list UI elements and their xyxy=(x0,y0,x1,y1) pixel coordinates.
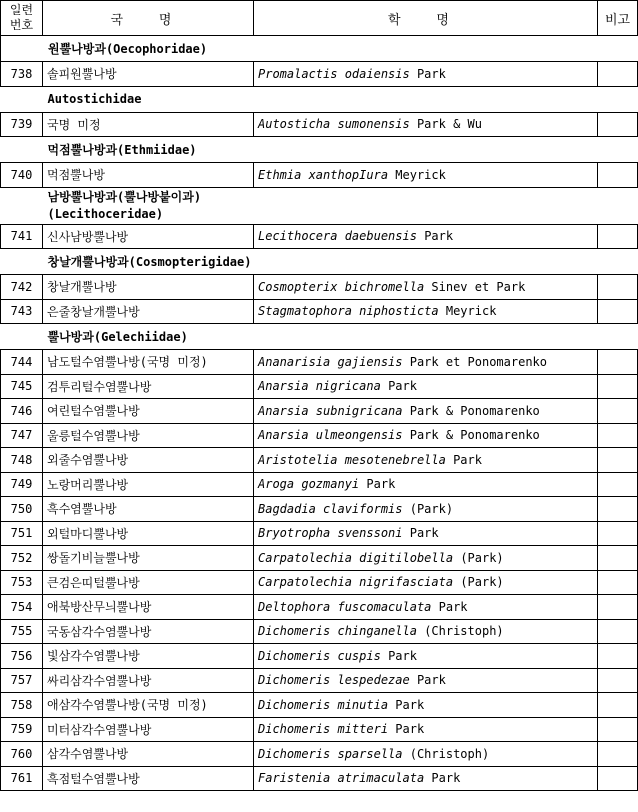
scientific-author: (Park) xyxy=(460,575,504,590)
scientific-author: Sinev et Park xyxy=(431,279,526,294)
scientific-name xyxy=(254,717,598,742)
note-cell xyxy=(598,112,638,137)
scientific-binomial: Autosticha sumonensis xyxy=(258,117,410,132)
note-cell xyxy=(598,62,638,87)
table-row xyxy=(1,275,638,300)
scientific-author: (Park) xyxy=(460,550,504,565)
scientific-name xyxy=(254,570,598,595)
korean-name: 외털마디뿔나방 xyxy=(43,521,254,546)
note-cell xyxy=(598,546,638,571)
korean-name: 삼각수염뿔나방 xyxy=(43,742,254,767)
korean-name: 국명 미정 xyxy=(43,112,254,137)
scientific-binomial: Dichomeris sparsella xyxy=(258,746,403,761)
table-row xyxy=(1,112,638,137)
scientific-name xyxy=(254,619,598,644)
table-header-row xyxy=(1,1,638,36)
scientific-binomial: Carpatolechia nigrifasciata xyxy=(258,575,454,590)
scientific-author: Park et Ponomarenko xyxy=(409,354,548,369)
scientific-name xyxy=(254,448,598,473)
table-row xyxy=(1,546,638,571)
scientific-name xyxy=(254,693,598,718)
scientific-name xyxy=(254,350,598,375)
serial-number: 758 xyxy=(1,693,43,718)
note-cell xyxy=(598,619,638,644)
scientific-name xyxy=(254,299,598,324)
note-cell xyxy=(598,742,638,767)
korean-name: 싸리삼각수염뿔나방 xyxy=(43,668,254,693)
scientific-name xyxy=(254,497,598,522)
note-cell xyxy=(598,570,638,595)
serial-number: 751 xyxy=(1,521,43,546)
note-cell xyxy=(598,595,638,620)
serial-number: 754 xyxy=(1,595,43,620)
scientific-name xyxy=(254,423,598,448)
korean-name: 먹점뿔나방 xyxy=(43,163,254,188)
scientific-binomial: Lecithocera daebuensis xyxy=(258,229,417,244)
table-row xyxy=(1,62,638,87)
family-row xyxy=(1,187,638,224)
scientific-name xyxy=(254,668,598,693)
scientific-binomial: Deltophora fuscomaculata xyxy=(258,599,432,614)
scientific-binomial: Carpatolechia digitilobella xyxy=(258,550,454,565)
table-row xyxy=(1,224,638,249)
korean-name: 쌍돌기비늘뿔나방 xyxy=(43,546,254,571)
scientific-binomial: Stagmatophora niphosticta xyxy=(258,304,439,319)
scientific-author: Park xyxy=(431,771,461,786)
scientific-author: Park xyxy=(424,229,454,244)
family-name: 원뿔나방과(Oecophoridae) xyxy=(1,36,638,62)
scientific-name xyxy=(254,742,598,767)
note-cell xyxy=(598,448,638,473)
table-row xyxy=(1,521,638,546)
korean-name: 창날개뿔나방 xyxy=(43,275,254,300)
header-korean-name: 국 명 xyxy=(43,1,254,36)
scientific-author: Park xyxy=(409,526,439,541)
korean-name: 흑점털수염뿔나방 xyxy=(43,766,254,791)
note-cell xyxy=(598,644,638,669)
scientific-author: Park & Ponomarenko xyxy=(409,428,540,443)
scientific-author: Park & Wu xyxy=(416,117,482,132)
scientific-author: Park xyxy=(395,722,425,737)
scientific-author: Park xyxy=(388,379,417,394)
scientific-binomial: Dichomeris lespedezae xyxy=(258,673,410,688)
table-row xyxy=(1,619,638,644)
korean-name: 노랑머리뿔나방 xyxy=(43,472,254,497)
note-cell xyxy=(598,275,638,300)
note-cell xyxy=(598,163,638,188)
species-table-body xyxy=(1,1,638,791)
korean-name: 검투리털수염뿔나방 xyxy=(43,374,254,399)
korean-name: 빛삼각수염뿔나방 xyxy=(43,644,254,669)
scientific-name xyxy=(254,112,598,137)
scientific-binomial: Anarsia nigricana xyxy=(258,379,381,394)
serial-number: 757 xyxy=(1,668,43,693)
note-cell xyxy=(598,350,638,375)
serial-number: 742 xyxy=(1,275,43,300)
scientific-binomial: Ethmia xanthopIura xyxy=(258,167,389,182)
serial-number: 760 xyxy=(1,742,43,767)
table-row xyxy=(1,693,638,718)
note-cell xyxy=(598,766,638,791)
scientific-binomial: Bryotropha svenssoni xyxy=(258,526,403,541)
scientific-name xyxy=(254,374,598,399)
korean-name: 신사남방뿔나방 xyxy=(43,224,254,249)
table-row xyxy=(1,399,638,424)
table-row xyxy=(1,766,638,791)
table-row xyxy=(1,595,638,620)
scientific-binomial: Cosmopterix bichromella xyxy=(258,279,425,294)
note-cell xyxy=(598,717,638,742)
korean-name: 미터삼각수염뿔나방 xyxy=(43,717,254,742)
note-cell xyxy=(598,374,638,399)
family-row xyxy=(1,324,638,350)
korean-name: 남도털수염뿔나방(국명 미정) xyxy=(43,350,254,375)
scientific-name xyxy=(254,163,598,188)
family-name: 먹점뿔나방과(Ethmiidae) xyxy=(1,137,638,163)
korean-name: 은줄창날개뿔나방 xyxy=(43,299,254,324)
scientific-binomial: Anarsia ulmeongensis xyxy=(258,428,403,443)
scientific-name xyxy=(254,62,598,87)
table-row xyxy=(1,570,638,595)
scientific-author: Park xyxy=(453,452,482,467)
scientific-binomial: Bagdadia claviformis xyxy=(258,501,403,516)
korean-name: 국동삼각수염뿔나방 xyxy=(43,619,254,644)
family-name: 남방뿔나방과(뿔나방붙이과) (Lecithoceridae) xyxy=(1,187,638,224)
serial-number: 756 xyxy=(1,644,43,669)
scientific-name xyxy=(254,644,598,669)
note-cell xyxy=(598,399,638,424)
scientific-binomial: Dichomeris minutia xyxy=(258,697,389,712)
scientific-binomial: Aroga gozmanyi xyxy=(258,477,360,492)
family-name: 창날개뿔나방과(Cosmopterigidae) xyxy=(1,249,638,275)
table-row xyxy=(1,350,638,375)
scientific-author: Meyrick xyxy=(445,304,497,319)
table-row xyxy=(1,423,638,448)
korean-name: 외줄수염뿔나방 xyxy=(43,448,254,473)
serial-number: 755 xyxy=(1,619,43,644)
serial-number: 744 xyxy=(1,350,43,375)
serial-number: 747 xyxy=(1,423,43,448)
scientific-name xyxy=(254,766,598,791)
family-row xyxy=(1,86,638,112)
scientific-author: (Christoph) xyxy=(409,746,490,761)
serial-number: 741 xyxy=(1,224,43,249)
table-row xyxy=(1,472,638,497)
scientific-author: Meyrick xyxy=(395,167,446,182)
table-row xyxy=(1,742,638,767)
scientific-name xyxy=(254,399,598,424)
korean-name: 여린털수염뿔나방 xyxy=(43,399,254,424)
table-row xyxy=(1,717,638,742)
note-cell xyxy=(598,472,638,497)
korean-name: 흑수염뿔나방 xyxy=(43,497,254,522)
serial-number: 753 xyxy=(1,570,43,595)
serial-number: 752 xyxy=(1,546,43,571)
scientific-binomial: Anarsia subnigricana xyxy=(258,403,403,418)
scientific-name xyxy=(254,472,598,497)
scientific-binomial: Ananarisia gajiensis xyxy=(258,354,403,369)
scientific-binomial: Dichomeris mitteri xyxy=(258,722,389,737)
family-name: Autostichidae xyxy=(1,86,638,112)
table-row xyxy=(1,448,638,473)
table-row xyxy=(1,644,638,669)
korean-name: 애삼각수염뿔나방(국명 미정) xyxy=(43,693,254,718)
korean-name: 솔피원뿔나방 xyxy=(43,62,254,87)
table-row xyxy=(1,299,638,324)
note-cell xyxy=(598,423,638,448)
scientific-binomial: Promalactis odaiensis xyxy=(258,66,410,81)
scientific-binomial: Aristotelia mesotenebrella xyxy=(258,452,446,467)
scientific-name xyxy=(254,275,598,300)
header-note: 비고 xyxy=(598,1,638,36)
scientific-name xyxy=(254,595,598,620)
note-cell xyxy=(598,497,638,522)
korean-name: 큰검은띠털뿔나방 xyxy=(43,570,254,595)
header-scientific-name: 학 명 xyxy=(254,1,598,36)
serial-number: 759 xyxy=(1,717,43,742)
note-cell xyxy=(598,668,638,693)
scientific-author: (Christoph) xyxy=(424,624,504,639)
table-row xyxy=(1,668,638,693)
serial-number: 743 xyxy=(1,299,43,324)
serial-number: 748 xyxy=(1,448,43,473)
scientific-name xyxy=(254,546,598,571)
family-name: 뿔나방과(Gelechiidae) xyxy=(1,324,638,350)
family-row xyxy=(1,137,638,163)
scientific-author: Park xyxy=(416,66,446,81)
serial-number: 738 xyxy=(1,62,43,87)
scientific-name xyxy=(254,521,598,546)
family-row xyxy=(1,36,638,62)
serial-number: 739 xyxy=(1,112,43,137)
serial-number: 761 xyxy=(1,766,43,791)
korean-name: 애북방산무늬뿔나방 xyxy=(43,595,254,620)
scientific-binomial: Dichomeris cuspis xyxy=(258,648,381,663)
serial-number: 746 xyxy=(1,399,43,424)
scientific-author: Park xyxy=(388,648,417,663)
scientific-author: Park & Ponomarenko xyxy=(409,403,540,418)
scientific-author: Park xyxy=(438,599,468,614)
korean-name: 울릉털수염뿔나방 xyxy=(43,423,254,448)
scientific-name xyxy=(254,224,598,249)
serial-number: 740 xyxy=(1,163,43,188)
scientific-author: Park xyxy=(366,477,396,492)
serial-number: 749 xyxy=(1,472,43,497)
scientific-author: Park xyxy=(395,697,425,712)
note-cell xyxy=(598,299,638,324)
scientific-author: (Park) xyxy=(409,501,454,516)
serial-number: 750 xyxy=(1,497,43,522)
scientific-author: Park xyxy=(416,673,446,688)
serial-number: 745 xyxy=(1,374,43,399)
scientific-binomial: Dichomeris chinganella xyxy=(258,624,417,639)
note-cell xyxy=(598,693,638,718)
note-cell xyxy=(598,521,638,546)
table-row xyxy=(1,163,638,188)
table-row xyxy=(1,374,638,399)
table-row xyxy=(1,497,638,522)
family-row xyxy=(1,249,638,275)
scientific-binomial: Faristenia atrimaculata xyxy=(258,771,425,786)
header-serial-number: 일련 번호 xyxy=(1,1,43,36)
note-cell xyxy=(598,224,638,249)
